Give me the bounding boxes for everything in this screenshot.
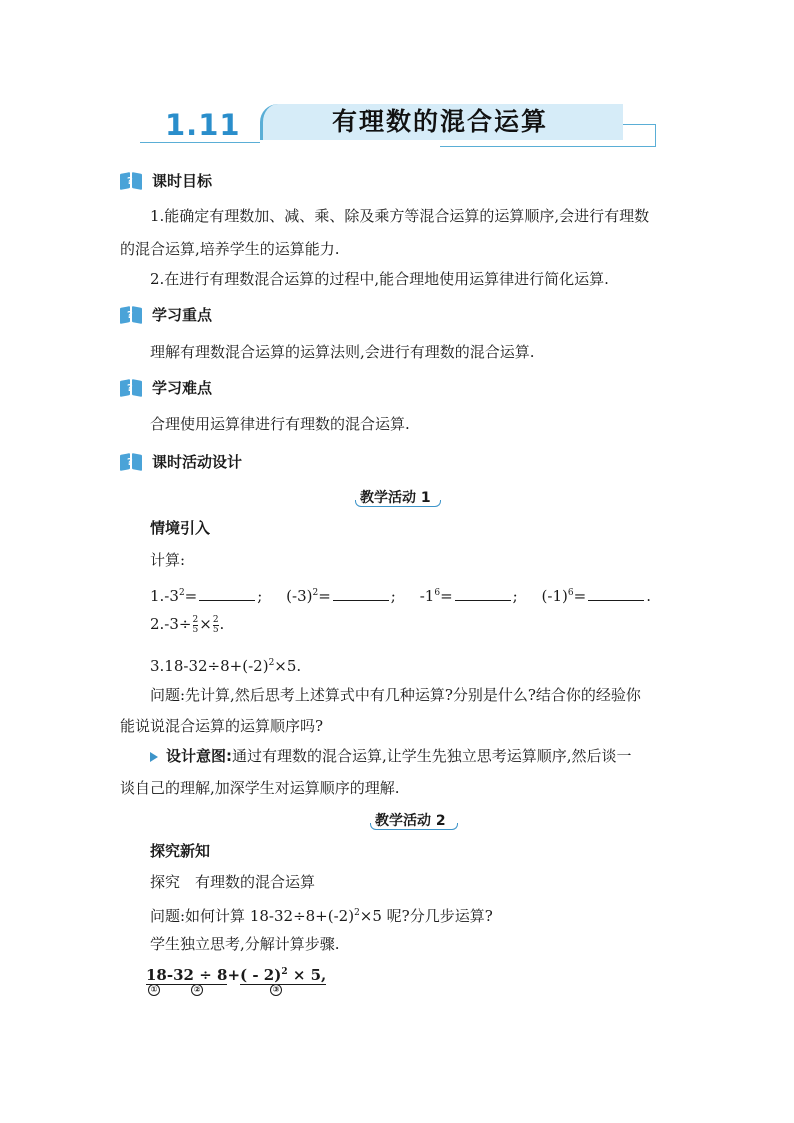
- question-2: 2.-3÷ $\frac{2}{5}$ × $\frac{2}{5}$ .: [150, 614, 225, 635]
- section-label: 学习重点: [152, 306, 213, 324]
- book-icon: ?: [120, 452, 142, 472]
- question-line-1: 问题:先计算,然后思考上述算式中有几种运算?分别是什么?结合你的经验你: [150, 686, 641, 704]
- focus-text: 理解有理数混合运算的运算法则,会进行有理数的混合运算.: [150, 343, 535, 361]
- section-focus: [120, 304, 212, 325]
- section-label: 课时目标: [152, 172, 213, 190]
- activity-1-label: 教学活动 1: [360, 490, 431, 506]
- page-title: 有理数的混合运算: [331, 107, 548, 136]
- step-expression: 18- ① 32 ÷ 8 ② +( - 2)$^2$ × 5, ③: [146, 966, 327, 994]
- step-marker-2: ②: [191, 984, 203, 996]
- section-label: 课时活动设计: [152, 453, 243, 471]
- step-marker-3: ③: [270, 984, 282, 996]
- design-intent-line-2: 谈自己的理解,加深学生对运算顺序的理解.: [120, 779, 400, 797]
- difficulty-text: 合理使用运算律进行有理数的混合运算.: [150, 415, 410, 433]
- activity-2-label: 教学活动 2: [375, 813, 446, 829]
- goal-line-3: 2.在进行有理数混合运算的过程中,能合理地使用运算律进行简化运算.: [150, 270, 609, 288]
- calc-label: 计算:: [150, 551, 186, 569]
- question-3: $3.18-32\div 8+(-2)^2\times 5$.: [150, 657, 302, 675]
- header-line-left: [140, 142, 260, 143]
- goal-line-1: 1.能确定有理数加、减、乘、除及乘方等混合运算的运算顺序,会进行有理数: [150, 207, 650, 225]
- section-goals: [120, 170, 212, 191]
- section-number: 1.11: [165, 108, 241, 142]
- explore-heading: 探究新知: [150, 842, 211, 860]
- section-label: 学习难点: [152, 379, 213, 397]
- activity-1-underline: [355, 500, 441, 507]
- design-intent: 设计意图:通过有理数的混合运算,让学生先独立思考运算顺序,然后谈一: [150, 746, 632, 766]
- question-1: $1.-3^2=$ ; $(-3)^2=$ ; $-1^6=$ ; $(-1)^6=$ .: [150, 587, 651, 605]
- explore-think: 学生独立思考,分解计算步骤.: [150, 935, 340, 953]
- explore-question: 问题:如何计算 $18-32\div 8+(-2)^2\times 5$ 呢?分几步运算?: [150, 907, 493, 925]
- section-design: [120, 451, 242, 472]
- book-icon: ?: [120, 305, 142, 325]
- intro-heading: 情境引入: [150, 519, 211, 537]
- step-marker-1: ①: [148, 984, 160, 996]
- book-icon: ?: [120, 171, 142, 191]
- question-line-2: 能说说混合运算的运算顺序吗?: [120, 717, 324, 735]
- book-icon: ?: [120, 378, 142, 398]
- triangle-bullet-icon: [150, 752, 158, 762]
- explore-topic: 探究 有理数的混合运算: [150, 873, 316, 891]
- section-difficulty: [120, 377, 212, 398]
- activity-2-underline: [370, 823, 458, 830]
- goal-line-2: 的混合运算,培养学生的运算能力.: [120, 240, 340, 258]
